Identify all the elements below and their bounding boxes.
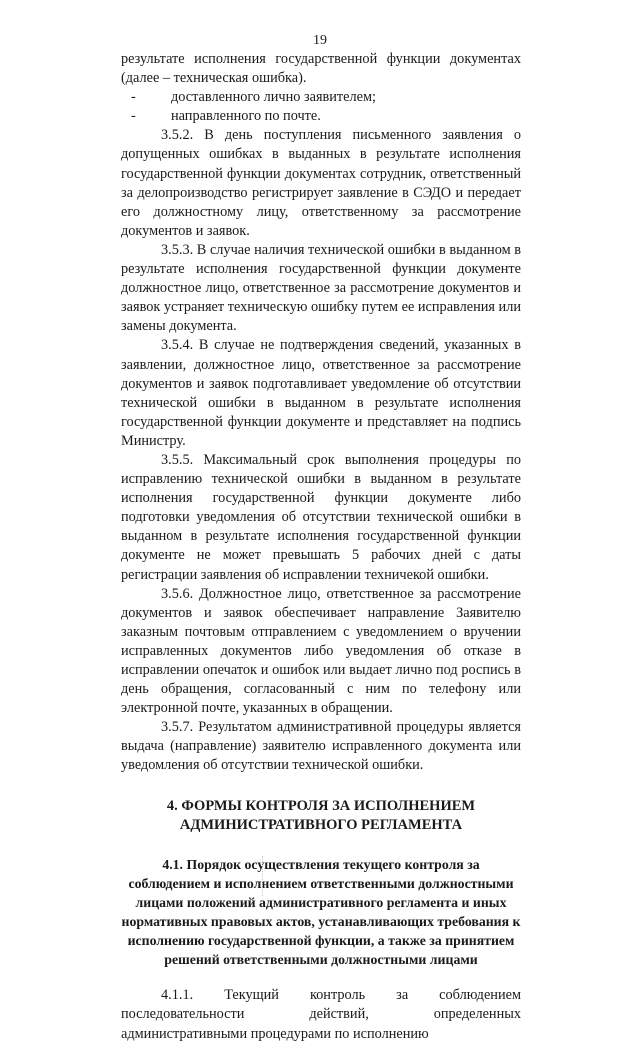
paragraph-3-5-3: 3.5.3. В случае наличия технической ошибки в выданном в результате исполнения государственной функции документе должностное лицо, ответственное за рассмотрение документов и заявок устраняет техническую ошибку путем ее исправления или замены документа. bbox=[121, 241, 521, 335]
document-body bbox=[121, 50, 521, 1044]
paragraph-3-5-4: 3.5.4. В случае не подтверждения сведений, указанных в заявлении, должностное лицо, ответственное за рассмотрение документов и заявок подготавливает уведомление об отсутствии технической ошибки в выданном в результате исполнения государственной функции документе и представляет на подпись Министру. bbox=[121, 337, 521, 449]
list-item bbox=[121, 88, 521, 107]
subsection-heading: 4.1. Порядок осуществления текущего контроля за соблюдением и исполнением ответственными должностными лицами положений административного регламента и иных нормативных правовых актов, устанавливающих требования к исполнению государственной функции, а также за принятием решений ответственными должностными лицами bbox=[121, 856, 521, 968]
list-item-text: направленного по почте. bbox=[171, 108, 321, 125]
dash-marker: - bbox=[131, 108, 136, 125]
paragraph-3-5-6: 3.5.6. Должностное лицо, ответственное за рассмотрение документов и заявок обеспечивает направление Заявителю заказным почтовым отправлением с уведомлением о вручении исправленных документов либо уведомления об отказе в исправлении опечаток и ошибок или выдает лично под роспись в день обращения, согласованный с ним по телефону или электронной почте, указанных в обращении. bbox=[121, 585, 521, 717]
paragraph-4-1-1: 4.1.1. Текущий контроль за соблюдением последовательности действий, определенных административными процедурами по исполнению bbox=[121, 987, 521, 1042]
intro-paragraph: результате исполнения государственной функции документах (далее – техническая ошибка). bbox=[121, 51, 521, 87]
page-number: 19 bbox=[313, 33, 327, 48]
paragraph-3-5-5: 3.5.5. Максимальный срок выполнения процедуры по исправлению технической ошибки в выданном в результате исполнения государственной функции документе либо подготовки уведомления об отсутствии технической ошибки в выданном в результате исполнения государственной функции документе не может превышать 5 рабочих дней с даты регистрации заявления об исправлении техничекой ошибки. bbox=[121, 451, 521, 583]
dash-marker: - bbox=[131, 89, 136, 106]
list-item-text: доставленного лично заявителем; bbox=[171, 89, 377, 106]
paragraph-3-5-2: 3.5.2. В день поступления письменного заявления о допущенных ошибках в выданных в результате исполнения государственной функции документах сотрудник, ответственный за делопроизводство регистрирует заявление в СЭДО и передает его должностному лицу, ответственному за рассмотрение документов и заявок. bbox=[121, 127, 521, 239]
section-heading: 4. ФОРМЫ КОНТРОЛЯ ЗА ИСПОЛНЕНИЕМ АДМИНИСТРАТИВНОГО РЕГЛАМЕНТА bbox=[166, 797, 476, 833]
scan-artifact bbox=[262, 856, 264, 896]
list-item bbox=[121, 107, 521, 126]
paragraph-3-5-7: 3.5.7. Результатом административной процедуры является выдача (направление) заявителю исправленного документа или уведомления об отсутствии технической ошибки. bbox=[121, 719, 521, 774]
